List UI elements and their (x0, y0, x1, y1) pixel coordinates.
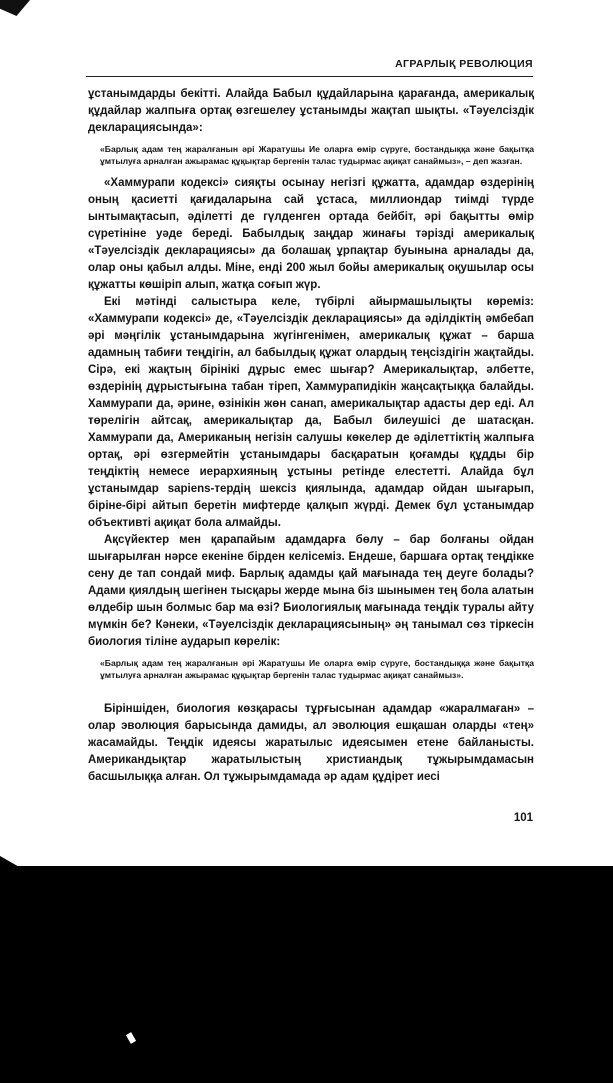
page-body (88, 86, 534, 786)
scan-shadow (0, 866, 613, 1083)
running-header: АГРАРЛЫҚ РЕВОЛЮЦИЯ (395, 58, 533, 70)
page-number: 101 (513, 812, 533, 824)
header-rule (86, 76, 533, 77)
paragraph: Біріншіден, биология көзқарасы тұрғысынан адамдар «жаралмаған» – олар эволюция барысында дамиды, ал эволюция ешқашан оларды «тең» жасамайды. Теңдік идеясы жаратылыс идеясымен етене байланысты. Американдықтар жаратылыстың христиандық тұжырымдамасын басшылыққа алған. Ол тұжырымдамада әр адам құдірет иесі (88, 703, 534, 783)
paragraph: «Хаммурапи кодексі» сияқты осынау негізгі құжатта, адамдар өздерінің оның қасиетті қағидаларына сай ұстаса, миллиондар тиімді түрде ынтымақтасып, әділетті де гүлденген ортада бейбіт, әрі бақытты өмір сүретініне уәде береді. Бабылдық заңдар жинағы тәрізді америкалық «Тәуелсіздік декларациясы» да болашақ ұрпақтар буынына арналады да, олар оны қабыл алды. Міне, енді 200 жыл бойы америкалық оқушылар осы құжатты көшіріп алып, жатқа соғып жүр. (88, 177, 534, 291)
paragraph: ұстанымдарды бекітті. Алайда Бабыл құдайларына қарағанда, америкалық құдайлар жалпыға ортақ өзгешелеу ұстанымды жақтап шықты. «Тәуелсіздік декларациясында»: (88, 88, 534, 134)
scan-corner-mark (0, 0, 30, 16)
spacer (88, 689, 534, 701)
paragraph: Ақсүйектер мен қарапайым адамдарға бөлу – бар болғаны ойдан шығарылған нәрсе екеніне бірден келісеміз. Ендеше, баршаға ортақ теңдікке сену де тап сондай миф. Барлық адамды қай мағынада тең деуге болады? Адами қиялдың шегінен тысқары жерде мына біз шынымен тең бола алатын өлдебір шын болмыс бар ма өзі? Биологиялық мағынада теңдік туралы айту мүмкін бе? Кәнеки, «Тәуелсіздік декларациясының» әң танымал сөз тіркесін биология тіліне аударып көрелік: (88, 534, 534, 648)
paragraph: Екі мәтінді салыстыра келе, түбірлі айырмашылықты көреміз: «Хаммурапи кодексі» де, «Тәуелсіздік декларациясы» да әділдіктің әмбебап әрі мәңгілік ұстанымдарына жүгінгенімен, америкалық құжат – барша адамның табиғи теңдігін, ал бабылдық құжат олардың теңсіздігін жақтайды. Сірә, екі жақтың бірінікі дұрыс емес шығар? Америкалықтар, әлбетте, өздерінің дұрыстығына табан тіреп, Хаммурапидікін жаңсақтыққа балайды. Хаммурапи да, әрине, өзінікін жөн санап, америкалықтар адасты дер еді. Ал төрелігін айтсақ, америкалықтар да, Бабыл билеушісі де шатасқан. Хаммурапи да, Американың негізін салушы көкелер де әділеттіктің жалпыға ортақ, әрі өзгермейтін ұстанымдары басқаратын қоғамды құдды бір теңдіктің немесе иерархияның ұстыны ретінде елестетті. Алайда бұл ұстанымдар sapiens-тердің шексіз қиялында, адамдар ойдан шығарып, біріне-бірі айтып беретін мифтерде қалқып жүрді. Демек бұл ұстанымдар объективті ақиқат бола алмайды. (88, 296, 534, 529)
block-quote: «Барлық адам тең жаралғанын әрі Жаратушы Ие оларға өмір сүруге, бостандыққа және бақытқа ұмтылуға арналған ажырамас құқықтар бергенін талас тудырмас ақиқат санаймыз». (100, 658, 534, 680)
block-quote: «Барлық адам тең жаралғанын әрі Жаратушы Ие оларға өмір сүруге, бостандыққа және бақытқа ұмтылуға арналған ажырамас құқықтар бергенін талас тудырмас ақиқат санаймыз», – деп жазған. (100, 144, 534, 166)
